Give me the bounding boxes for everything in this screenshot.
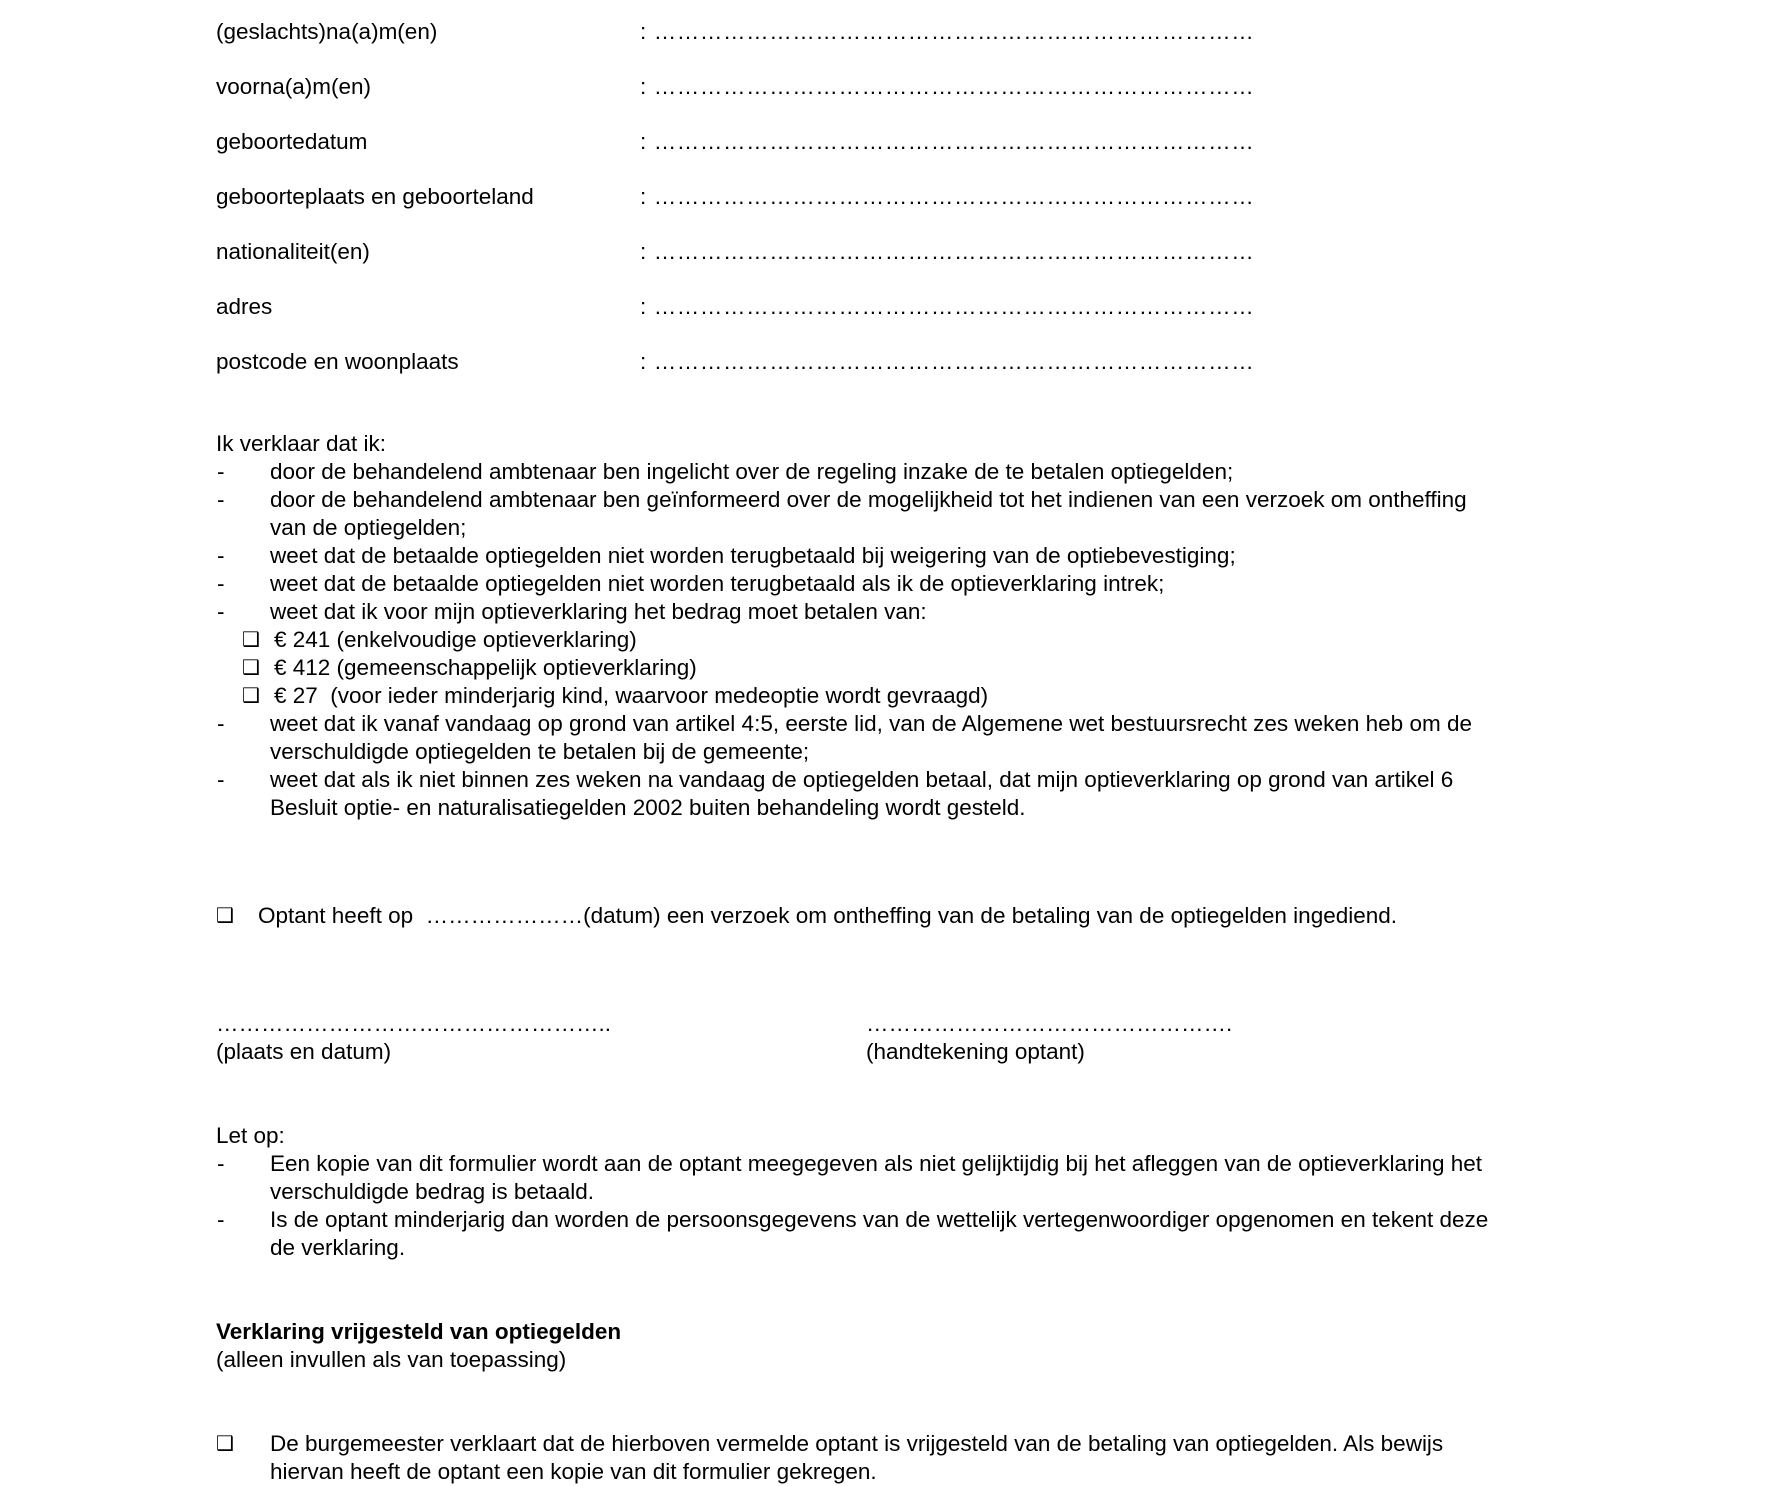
list-bullet: - <box>217 767 225 792</box>
declaration-item-continued: verschuldigde optiegelden te betalen bij de gemeente; <box>270 739 810 764</box>
field-label-nationality: nationaliteit(en) <box>216 239 370 264</box>
exemption-statement-text-continued: hiervan heeft de optant een kopie van dit formulier gekregen. <box>270 1459 877 1484</box>
field-input-birthdate[interactable]: : …………………………………………………………………… <box>640 129 1255 154</box>
signature-label: (handtekening optant) <box>866 1039 1085 1064</box>
list-bullet: - <box>217 1151 225 1176</box>
exemption-statement-text: De burgemeester verklaart dat de hierboven vermelde optant is vrijgesteld van de betaling van optiegelden. Als bewijs <box>270 1431 1444 1456</box>
list-bullet: - <box>217 599 225 624</box>
note-item-continued: de verklaring. <box>270 1235 406 1260</box>
exemption-statement-subtitle: (alleen invullen als van toepassing) <box>216 1347 567 1372</box>
checkbox-exemption-request[interactable]: ❑ <box>216 905 234 927</box>
declaration-item: weet dat als ik niet binnen zes weken na vandaag de optiegelden betaal, dat mijn optieverklaring op grond van artikel 6 <box>270 767 1454 792</box>
declaration-item: door de behandelend ambtenaar ben geïnformeerd over de mogelijkheid tot het indienen van een verzoek om ontheffing <box>270 487 1467 512</box>
exemption-request-text: Optant heeft op …………………(datum) een verzoek om ontheffing van de betaling van de optiegelden ingediend. <box>258 903 1398 928</box>
field-input-surname[interactable]: : …………………………………………………………………… <box>640 19 1255 44</box>
list-bullet: - <box>217 459 225 484</box>
list-bullet: - <box>217 571 225 596</box>
note-item: Is de optant minderjarig dan worden de persoonsgegevens van de wettelijk vertegenwoordiger opgenomen en tekent deze <box>270 1207 1489 1232</box>
note-item: Een kopie van dit formulier wordt aan de optant meegegeven als niet gelijktijdig bij het afleggen van de optieverklaring het <box>270 1151 1483 1176</box>
field-label-first-names: voorna(a)m(en) <box>216 74 372 99</box>
checkbox-fee-412[interactable]: ❑ <box>242 657 260 679</box>
declaration-item: weet dat ik vanaf vandaag op grond van artikel 4:5, eerste lid, van de Algemene wet bestuursrecht zes weken heb om de <box>270 711 1472 736</box>
declaration-item-continued: van de optiegelden; <box>270 515 467 540</box>
field-label-birthplace: geboorteplaats en geboorteland <box>216 184 534 209</box>
checkbox-mayor-exemption[interactable]: ❑ <box>216 1433 234 1455</box>
place-date-line[interactable]: …………………………………………….. <box>216 1011 612 1036</box>
declaration-item: weet dat ik voor mijn optieverklaring het bedrag moet betalen van: <box>270 599 927 624</box>
checkbox-fee-27[interactable]: ❑ <box>242 685 260 707</box>
checkbox-fee-241[interactable]: ❑ <box>242 629 260 651</box>
declaration-item: door de behandelend ambtenaar ben ingelicht over de regeling inzake de te betalen optiegelden; <box>270 459 1234 484</box>
field-label-address: adres <box>216 294 273 319</box>
declaration-intro: Ik verklaar dat ik: <box>216 431 387 456</box>
declaration-item-continued: Besluit optie- en naturalisatiegelden 2002 buiten behandeling wordt gesteld. <box>270 795 1026 820</box>
list-bullet: - <box>217 711 225 736</box>
declaration-item: weet dat de betaalde optiegelden niet worden terugbetaald als ik de optieverklaring intrek; <box>270 571 1165 596</box>
list-bullet: - <box>217 543 225 568</box>
note-title: Let op: <box>216 1123 285 1148</box>
declaration-item: weet dat de betaalde optiegelden niet worden terugbetaald bij weigering van de optiebevestiging; <box>270 543 1236 568</box>
list-bullet: - <box>217 1207 225 1232</box>
field-label-surname: (geslachts)na(a)m(en) <box>216 19 438 44</box>
fee-option-412-label: € 412 (gemeenschappelijk optieverklaring) <box>274 655 697 680</box>
field-input-address[interactable]: : …………………………………………………………………… <box>640 294 1255 319</box>
field-input-birthplace[interactable]: : …………………………………………………………………… <box>640 184 1255 209</box>
field-input-nationality[interactable]: : …………………………………………………………………… <box>640 239 1255 264</box>
field-input-postcode-city[interactable]: : …………………………………………………………………… <box>640 349 1255 374</box>
signature-line[interactable]: …………………………………………. <box>866 1011 1233 1036</box>
note-item-continued: verschuldigde bedrag is betaald. <box>270 1179 594 1204</box>
field-label-postcode-city: postcode en woonplaats <box>216 349 459 374</box>
place-date-label: (plaats en datum) <box>216 1039 392 1064</box>
exemption-statement-title: Verklaring vrijgesteld van optiegelden <box>216 1319 622 1344</box>
field-label-birthdate: geboortedatum <box>216 129 368 154</box>
fee-option-27-label: € 27 (voor ieder minderjarig kind, waarvoor medeoptie wordt gevraagd) <box>274 683 989 708</box>
fee-option-241-label: € 241 (enkelvoudige optieverklaring) <box>274 627 637 652</box>
field-input-first-names[interactable]: : …………………………………………………………………… <box>640 74 1255 99</box>
list-bullet: - <box>217 487 225 512</box>
